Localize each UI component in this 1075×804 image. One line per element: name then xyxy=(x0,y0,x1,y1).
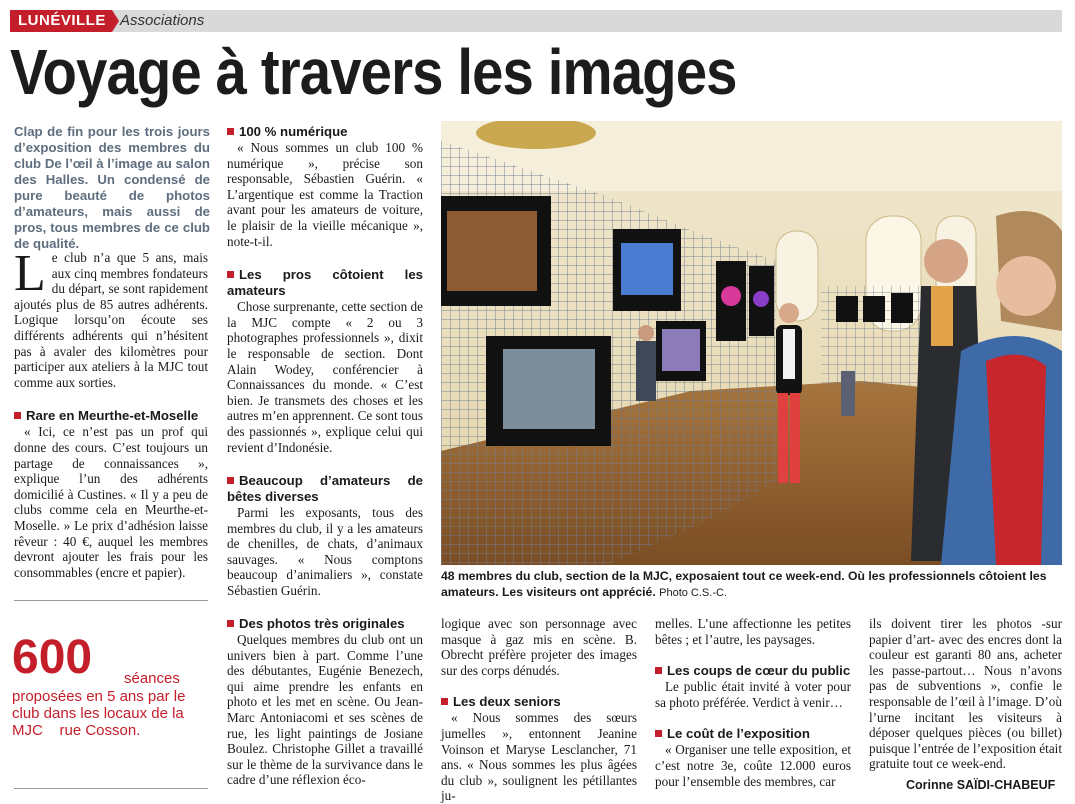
subhead-seniors: Les deux seniors xyxy=(441,694,637,710)
subhead-originales: Des photos très originales xyxy=(227,616,423,632)
paragraph-continued: melles. L’une affectionne les petites bêtes ; et l’autre, les paysages. xyxy=(655,616,851,647)
column-3 xyxy=(441,616,637,804)
column-2b xyxy=(227,616,423,788)
stat-unit: séances xyxy=(124,670,180,687)
bullet-square-icon xyxy=(227,620,234,627)
city-tag-tip xyxy=(112,10,119,32)
bullet-square-icon xyxy=(227,128,234,135)
bullet-square-icon xyxy=(441,698,448,705)
city-label: LUNÉVILLE xyxy=(18,12,106,29)
headline: Voyage à travers les images xyxy=(10,36,737,108)
paragraph-cout: « Organiser une telle exposition, et c’est notre 3e, coûte 12.000 euros pour l’ensemble des membres, car xyxy=(655,742,851,789)
subhead-betes: Beaucoup d’amateurs de bêtes diverses xyxy=(227,473,423,505)
intro-paragraph xyxy=(14,245,208,390)
photo-credit: Photo C.S.-C. xyxy=(659,587,727,599)
paragraph-betes: Parmi les exposants, tous des membres du club, il y a les amateurs de chenilles, de chats, d’animaux sauvages. « Nous comptons beaucoup d’animaliers », constate Sébastien Guérin. xyxy=(227,505,423,599)
paragraph-rare: « Ici, ce n’est pas un prof qui donne des cours. C’est toujours un partage de connaissances », explique l’un des adhérents domicilié à Custines. « Il y a peu de clubs comme cela en Meurthe-et-Moselle. » Le prix d’adhésion laisse rêveur : 40 €, auquel les membres devront ajouter les frais pour les consommables (encre et papier). xyxy=(14,424,208,580)
caption-text: 48 membres du club, section de la MJC, exposaient tout ce week-end. Où les professionnels côtoient les amateurs. Les visiteurs ont apprécié. xyxy=(441,569,1047,599)
column-4 xyxy=(655,616,851,789)
article-photo xyxy=(441,121,1062,565)
subhead-cout: Le coût de l’exposition xyxy=(655,726,851,742)
dropcap: L xyxy=(14,245,46,302)
column-2 xyxy=(227,124,423,599)
bullet-square-icon xyxy=(14,412,21,419)
intro-text: e club n’a que 5 ans, mais aux cinq membres fondateurs du départ, se sont rapidement ajoutés plus de 85 autres adhérents. Logique lorsqu’on écoute ses différents adhérents qui n’hésitent pas à avaler des kilomètres pour participer aux ateliers à la MJC tout comme aux sorties. xyxy=(14,250,208,390)
paragraph-continued: ils doivent tirer les photos -sur papier d’art- avec des encres dont la couleur est garanti 80 ans, acheter les passe-partout… Nous n’avons pas de subventions », confie le responsable de l’œil à l’image. D’où l’urne incitant les visiteurs à déposer quelques pièces (ou billet) puisque l’entrée de l’exposition était gratuite tout ce week-end. xyxy=(869,616,1062,772)
subhead-pros: Les pros côtoient les amateurs xyxy=(227,267,423,299)
paragraph-continued: logique avec son personnage avec masque à gaz mis en scène. B. Obrecht préfère projeter des images sur des corps dénudés. xyxy=(441,616,637,678)
bullet-square-icon xyxy=(655,667,662,674)
bullet-square-icon xyxy=(227,477,234,484)
paragraph-numerique: « Nous sommes un club 100 % numérique », précise son responsable, Sébastien Guérin. « L’argentique est comme la Traction avant pour les amateurs de voiture, le plaisir de la vieille mécanique », note-t-il. xyxy=(227,140,423,249)
paragraph-coups-de-coeur: Le public était invité à voter pour sa photo préférée. Verdict à venir… xyxy=(655,679,851,710)
rubric-label: Associations xyxy=(120,12,205,29)
column-1 xyxy=(14,245,208,580)
divider xyxy=(14,600,208,601)
chapo: Clap de fin pour les trois jours d’exposition des membres du club De l’œil à l’image au salon des Halles. Un condensé de pure beauté de photos d’amateurs, mais aussi de pros, tous membres de ce club de qualité. xyxy=(14,124,210,251)
bullet-square-icon xyxy=(227,271,234,278)
column-5 xyxy=(869,616,1062,772)
subhead-rare: Rare en Meurthe-et-Moselle xyxy=(14,408,208,424)
divider xyxy=(14,788,208,789)
author-signature: Corinne SAÏDI-CHABEUF xyxy=(906,778,1056,792)
photo-caption xyxy=(441,568,1062,601)
subhead-numerique: 100 % numérique xyxy=(227,124,423,140)
paragraph-seniors: « Nous sommes des sœurs jumelles », entonnent Jeanine Voinson et Maryse Lesclancher, 71 ans. « Nous sommes les plus âgées du club », soulignent les pétillantes ju- xyxy=(441,710,637,804)
bullet-square-icon xyxy=(655,730,662,737)
stat-text: proposées en 5 ans par le club dans les locaux de la MJC rue Cosson. xyxy=(12,688,190,739)
paragraph-pros: Chose surprenante, cette section de la MJC compte « 2 ou 3 photographes professionnels », dixit le responsable de section. Dont Alain Wodey, conférencier à Connaissances du monde. « C’est bien. Je transmets des choses et les autres m’en apprennent. Ce sont tous des passionnés », explique celui qui revient d’Indonésie. xyxy=(227,299,423,455)
subhead-coups-de-coeur: Les coups de cœur du public xyxy=(655,663,851,679)
stat-number: 600 xyxy=(12,631,93,684)
paragraph-originales: Quelques membres du club ont un univers bien à part. Comme l’une des débutantes, Eugénie Benezech, qui aime prendre les enfants en photo et les met en scène. Ou Jean-Marc Antoniacomi et ses scènes de rue, les light paintings de Josiane Boulez. Christophe Gillet a travaillé sur le thème de la survivance dans le cadre d’une réflexion éco- xyxy=(227,632,423,788)
